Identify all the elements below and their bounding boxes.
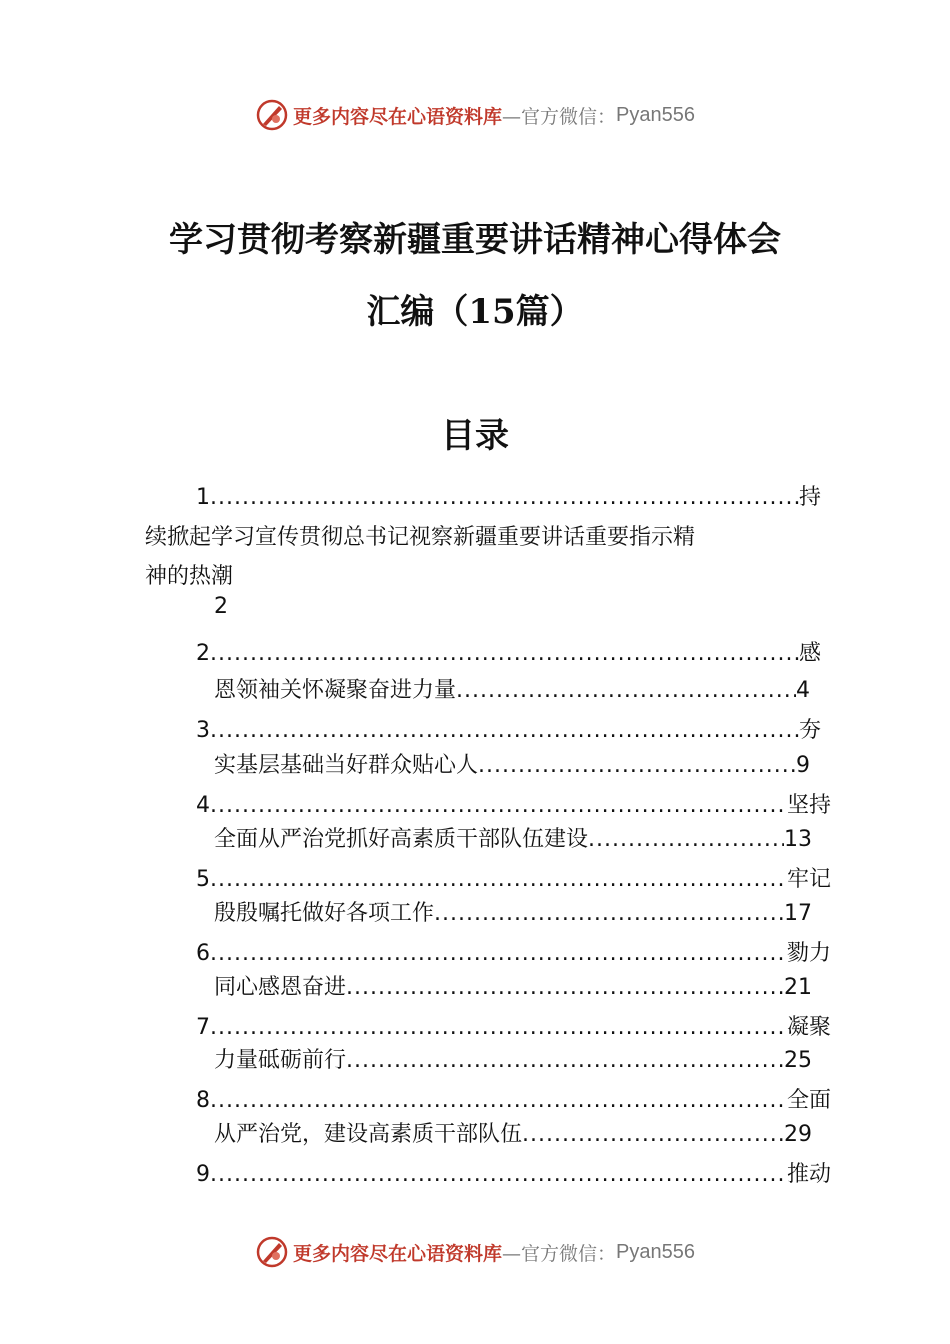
- toc-entry-4-title-row[interactable]: [214, 822, 812, 852]
- toc-entry-head: 牢记: [786, 867, 831, 892]
- toc-entry-3-head-row[interactable]: [196, 713, 821, 743]
- toc-entry-6-title-row[interactable]: [214, 970, 812, 1000]
- toc-entry-4-head-row[interactable]: [196, 788, 831, 818]
- toc-leader-dots: [588, 827, 784, 852]
- toc-leader-dots: [210, 718, 799, 743]
- toc-leader-dots: [210, 793, 787, 818]
- banner-gray-text: —官方微信：: [502, 1242, 617, 1265]
- toc-entry-8-head-row[interactable]: [196, 1083, 831, 1113]
- banner-wechat-id: Pyan556: [616, 1240, 695, 1263]
- toc-leader-dots: [522, 1122, 784, 1147]
- toc-leader-dots: [210, 485, 799, 510]
- toc-entry-head: 夯: [798, 718, 821, 743]
- toc-leader-dots: [210, 641, 799, 666]
- toc-heading: 目录: [441, 416, 509, 456]
- toc-entry-head: 凝聚: [786, 1015, 831, 1040]
- toc-entry-head: 全面: [786, 1088, 831, 1113]
- toc-leader-dots: [478, 753, 796, 778]
- toc-entry-head: 勠力: [786, 941, 831, 966]
- toc-entry-5-title-row[interactable]: [214, 896, 812, 926]
- toc-entry-page: 17: [784, 901, 812, 926]
- toc-leader-dots: [346, 1048, 784, 1073]
- toc-entry-page: 21: [784, 975, 812, 1000]
- toc-entry-page: 9: [796, 753, 810, 778]
- toc-entry-3-title-row[interactable]: [214, 748, 810, 778]
- toc-entry-number: 9: [196, 1162, 210, 1187]
- toc-entry-number: 4: [196, 793, 210, 818]
- toc-entry-7-title-row[interactable]: [214, 1043, 812, 1073]
- footer-banner: [0, 1232, 950, 1272]
- toc-entry-2-title-row[interactable]: [214, 673, 810, 703]
- toc-entry-head: 持: [798, 485, 821, 510]
- brush-seal-icon: [255, 1235, 289, 1269]
- toc-entry-number: 1: [196, 485, 210, 510]
- toc-entry-head: 坚持: [786, 793, 831, 818]
- toc-entry-title: 从严治党，建设高素质干部队伍: [214, 1122, 523, 1147]
- toc-leader-dots: [456, 678, 796, 703]
- toc-entry-title: 实基层基础当好群众贴心人: [214, 753, 479, 778]
- toc-leader-dots: [210, 867, 787, 892]
- toc-entry-page: 29: [784, 1122, 812, 1147]
- toc-entry-number: 6: [196, 941, 210, 966]
- toc-entry-title: 力量砥砺前行: [214, 1048, 347, 1073]
- toc-entry-1-page: 2: [214, 594, 228, 619]
- document-title-line1: 学习贯彻考察新疆重要讲话精神心得体会: [169, 220, 781, 260]
- toc-entry-1-line3: 神的热潮: [145, 564, 234, 589]
- banner-gray-text: —官方微信：: [502, 105, 617, 128]
- banner-red-text: 更多内容尽在心语资料库: [293, 1242, 503, 1265]
- toc-leader-dots: [210, 1015, 787, 1040]
- banner-wechat-id: Pyan556: [616, 103, 695, 126]
- toc-leader-dots: [210, 1162, 787, 1187]
- toc-entry-9-head-row[interactable]: [196, 1157, 831, 1187]
- toc-entry-page: 13: [784, 827, 812, 852]
- toc-entry-7-head-row[interactable]: [196, 1010, 831, 1040]
- toc-entry-title: 同心感恩奋进: [214, 975, 347, 1000]
- toc-entry-head: 感: [798, 641, 821, 666]
- header-banner: [0, 95, 950, 135]
- toc-entry-1-head-row[interactable]: [196, 480, 821, 510]
- toc-entry-title: 恩领袖关怀凝聚奋进力量: [214, 678, 457, 703]
- toc-entry-number: 5: [196, 867, 210, 892]
- toc-entry-number: 8: [196, 1088, 210, 1113]
- toc-entry-title: 全面从严治党抓好高素质干部队伍建设: [214, 827, 589, 852]
- toc-leader-dots: [434, 901, 784, 926]
- brush-seal-icon: [255, 98, 289, 132]
- toc-entry-number: 7: [196, 1015, 210, 1040]
- toc-entry-8-title-row[interactable]: [214, 1117, 812, 1147]
- toc-entry-6-head-row[interactable]: [196, 936, 831, 966]
- document-title-line2: 汇编（15篇）: [366, 292, 584, 332]
- toc-leader-dots: [210, 1088, 787, 1113]
- toc-entry-number: 3: [196, 718, 210, 743]
- toc-entry-page: 4: [796, 678, 810, 703]
- toc-leader-dots: [210, 941, 787, 966]
- toc-entry-page: 25: [784, 1048, 812, 1073]
- toc-leader-dots: [346, 975, 784, 1000]
- toc-entry-5-head-row[interactable]: [196, 862, 831, 892]
- toc-entry-1-line2: 续掀起学习宣传贯彻总书记视察新疆重要讲话重要指示精: [145, 525, 696, 550]
- toc-entry-number: 2: [196, 641, 210, 666]
- banner-red-text: 更多内容尽在心语资料库: [293, 105, 503, 128]
- toc-entry-title: 殷殷嘱托做好各项工作: [214, 901, 435, 926]
- toc-entry-2-head-row[interactable]: [196, 636, 821, 666]
- toc-entry-head: 推动: [786, 1162, 831, 1187]
